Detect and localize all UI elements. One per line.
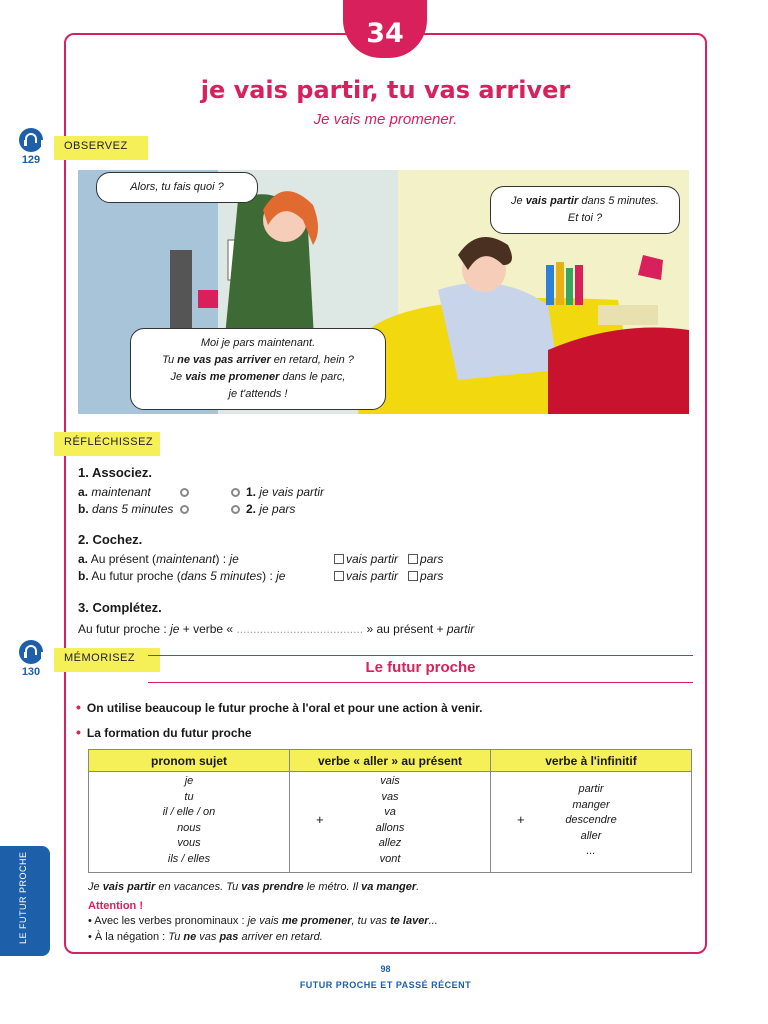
exercise-2-row-a: a. Au présent (maintenant) : je — [78, 552, 239, 566]
checkbox-a-vais-partir[interactable] — [334, 554, 344, 564]
table-header-aller: verbe « aller » au présent — [290, 750, 491, 771]
section-tag-observe: OBSERVEZ — [54, 136, 148, 160]
table-cell: partir — [578, 783, 604, 795]
table-cell: ils / elles — [167, 852, 211, 865]
plus-sign: + — [517, 812, 525, 827]
lesson-title: je vais partir, tu vas arriver — [200, 76, 571, 104]
table-cell: vais — [380, 775, 400, 787]
speech-bubble-3: Moi je pars maintenant. Tu ne vas pas arriver en retard, hein ? Je vais me promener dans le parc, je t'attends ! — [130, 328, 386, 410]
table-cell: descendre — [565, 814, 617, 826]
aller-column — [290, 772, 491, 872]
headphones-icon — [19, 128, 43, 152]
audio-track-130[interactable] — [17, 640, 45, 678]
table-cell: allons — [375, 821, 405, 834]
grammar-heading: Le futur proche — [365, 659, 476, 676]
speech-bubble-1: Alors, tu fais quoi ? — [96, 172, 258, 203]
attention-label: Attention ! — [88, 900, 143, 912]
note-pronominal: • Avec les verbes pronominaux : je vais me promener, tu vas te laver... — [88, 915, 438, 927]
fill-in-blank[interactable]: ...................................... — [236, 622, 364, 636]
match-dot-1[interactable] — [231, 488, 240, 497]
checkbox-a-pars[interactable] — [408, 554, 418, 564]
rule-bullet-2: • La formation du futur proche — [76, 724, 252, 740]
exercise-2-row-b: b. Au futur proche (dans 5 minutes) : je — [78, 569, 286, 583]
conjugation-table — [88, 749, 692, 873]
exercise-1-left-a: a. maintenant — [78, 485, 151, 499]
page-number: 98 — [380, 964, 391, 974]
table-header-pronoun: pronom sujet — [89, 750, 290, 771]
section-rule-top — [148, 655, 693, 656]
exercise-2-options-b: vais partir pars — [334, 569, 443, 583]
chapter-footer: FUTUR PROCHE ET PASSÉ RÉCENT — [299, 980, 472, 990]
table-cell: nous — [177, 821, 201, 834]
comic-illustration — [78, 170, 689, 414]
table-cell: tu — [184, 790, 194, 803]
exercise-3-title: 3. Complétez. — [78, 600, 162, 615]
exercise-1-right-1: 1. je vais partir — [246, 485, 325, 499]
example-sentence: Je vais partir en vacances. Tu vas prendre le métro. Il va manger. — [88, 881, 420, 893]
note-negation: • À la négation : Tu ne vas pas arriver en retard. — [88, 931, 323, 943]
lesson-subtitle: Je vais me promener. — [313, 111, 458, 128]
pronoun-column — [89, 772, 290, 872]
exercise-3-sentence: Au futur proche : je + verbe « ...................................... » au présent + partir — [78, 622, 475, 636]
table-cell: ... — [586, 845, 596, 857]
table-header-row — [89, 750, 691, 772]
lesson-number-badge: 34 — [343, 0, 427, 58]
headphones-icon — [19, 640, 43, 664]
table-cell: aller — [580, 829, 602, 842]
audio-track-number: 130 — [21, 666, 41, 678]
table-header-infinitive: verbe à l'infinitif — [545, 754, 637, 768]
table-cell: je — [184, 775, 194, 787]
section-tag-memorize: MÉMORISEZ — [54, 648, 160, 672]
chapter-side-tab[interactable] — [0, 846, 50, 956]
checkbox-b-pars[interactable] — [408, 571, 418, 581]
table-cell: allez — [378, 837, 402, 849]
exercise-1-title: 1. Associez. — [78, 465, 152, 480]
section-tag-reflect: RÉFLÉCHISSEZ — [54, 432, 160, 456]
match-dot-a[interactable] — [180, 488, 189, 497]
audio-track-number: 129 — [21, 154, 41, 166]
plus-sign: + — [316, 812, 324, 827]
chapter-side-label: LE FUTUR PROCHE — [18, 851, 28, 944]
infinitive-column — [491, 772, 691, 872]
checkbox-b-vais-partir[interactable] — [334, 571, 344, 581]
speech-bubble-2: Je vais partir dans 5 minutes. Et toi ? — [490, 186, 680, 234]
table-cell: vont — [379, 852, 401, 865]
match-dot-2[interactable] — [231, 505, 240, 514]
exercise-1-right-2: 2. je pars — [246, 502, 296, 516]
table-cell: va — [384, 806, 396, 818]
table-cell: manger — [572, 798, 610, 811]
exercise-2-title: 2. Cochez. — [78, 532, 143, 547]
table-cell: il / elle / on — [162, 806, 216, 818]
section-rule-bottom — [148, 682, 693, 683]
table-cell: vous — [177, 837, 201, 849]
exercise-1-left-b: b. dans 5 minutes — [78, 502, 174, 516]
audio-track-129[interactable] — [17, 128, 45, 166]
rule-bullet-1: • On utilise beaucoup le futur proche à l'oral et pour une action à venir. — [76, 699, 483, 715]
match-dot-b[interactable] — [180, 505, 189, 514]
table-cell: vas — [381, 790, 399, 803]
exercise-2-options-a: vais partir pars — [334, 552, 443, 566]
